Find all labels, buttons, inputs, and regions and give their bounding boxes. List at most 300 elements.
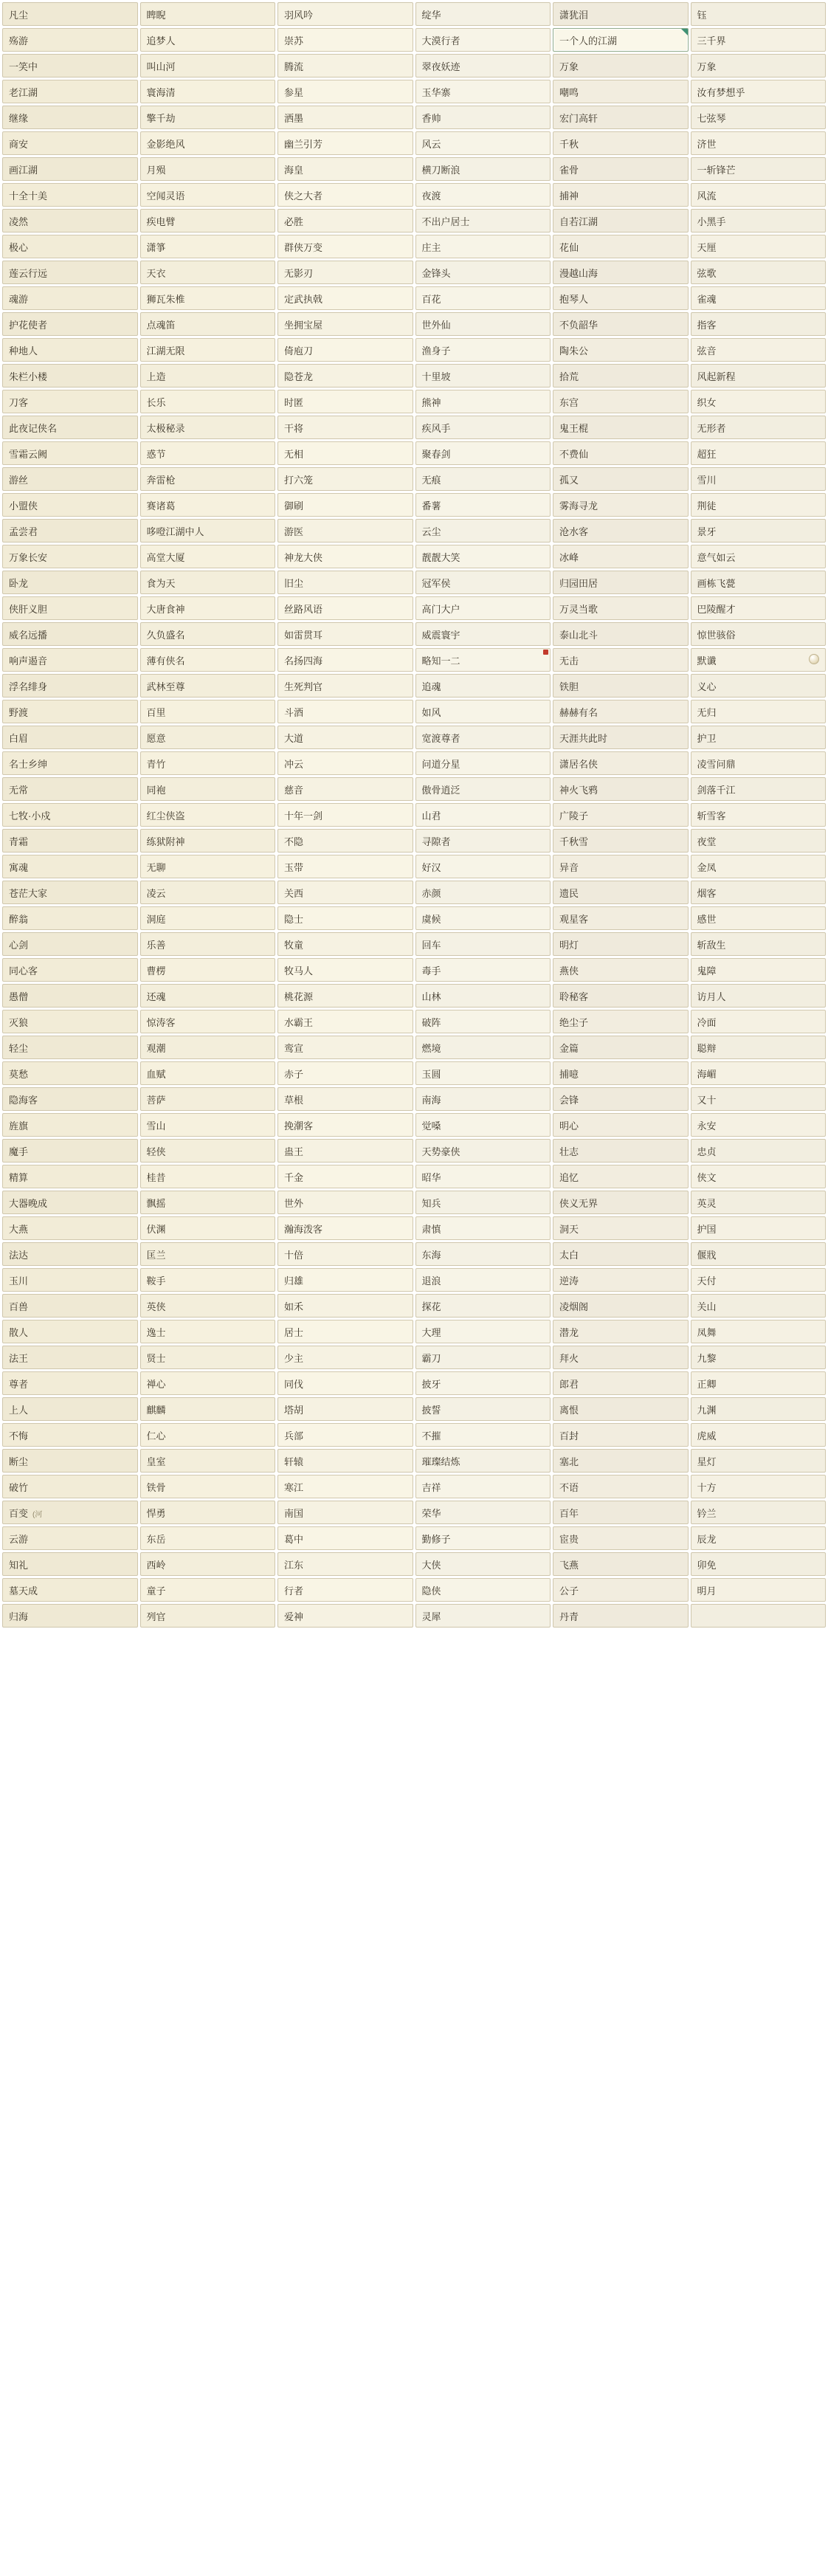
name-cell[interactable]: 塞北	[553, 1449, 689, 1473]
name-cell[interactable]: 雪山	[140, 1113, 276, 1137]
name-cell[interactable]: 万灵当歌	[553, 596, 689, 620]
name-cell[interactable]: 无痕	[415, 467, 551, 491]
name-cell[interactable]: 赤子	[277, 1061, 413, 1085]
name-cell[interactable]: 大器晚成	[2, 1191, 138, 1214]
name-cell[interactable]: 关山	[691, 1294, 827, 1318]
name-cell[interactable]: 爱神	[277, 1604, 413, 1628]
name-cell[interactable]: 必胜	[277, 209, 413, 233]
name-cell[interactable]: 轩辕	[277, 1449, 413, 1473]
name-cell[interactable]: 宏门高轩	[553, 106, 689, 129]
name-cell[interactable]: 十全十美	[2, 183, 138, 207]
name-cell[interactable]: 飘摇	[140, 1191, 276, 1214]
name-cell[interactable]: 长乐	[140, 390, 276, 413]
name-cell[interactable]: 剑落千江	[691, 777, 827, 801]
name-cell[interactable]: 隐苍龙	[277, 364, 413, 388]
name-cell[interactable]: 上人	[2, 1397, 138, 1421]
name-cell[interactable]: 绝尘子	[553, 1010, 689, 1033]
name-cell[interactable]: 云游	[2, 1526, 138, 1550]
name-cell[interactable]: 南国	[277, 1501, 413, 1524]
name-cell[interactable]: 兵部	[277, 1423, 413, 1447]
name-cell[interactable]: 金锋头	[415, 261, 551, 284]
name-cell[interactable]: 千秋雪	[553, 829, 689, 853]
name-cell[interactable]: 丹青	[553, 1604, 689, 1628]
name-cell[interactable]: 擎千劫	[140, 106, 276, 129]
name-cell[interactable]: 时匿	[277, 390, 413, 413]
name-cell[interactable]: 点魂笛	[140, 312, 276, 336]
name-cell[interactable]: 感世	[691, 906, 827, 930]
name-cell[interactable]: 九渊	[691, 1397, 827, 1421]
name-cell[interactable]: 燃境	[415, 1036, 551, 1059]
name-cell[interactable]: 继缘	[2, 106, 138, 129]
name-cell[interactable]: 血赋	[140, 1061, 276, 1085]
name-cell[interactable]: 大道	[277, 726, 413, 749]
name-cell[interactable]: 金影绝风	[140, 131, 276, 155]
name-cell[interactable]: 嘲鸣	[553, 80, 689, 103]
name-cell[interactable]: 愚僧	[2, 984, 138, 1008]
name-cell[interactable]: 觉嗓	[415, 1113, 551, 1137]
name-cell[interactable]: 无形者	[691, 416, 827, 439]
name-cell[interactable]: 响声遏音	[2, 648, 138, 672]
name-cell[interactable]: 钤兰	[691, 1501, 827, 1524]
name-cell[interactable]: 辰龙	[691, 1526, 827, 1550]
name-cell[interactable]: 关西	[277, 881, 413, 904]
name-cell[interactable]: 退浪	[415, 1268, 551, 1292]
name-cell[interactable]: 寓魂	[2, 855, 138, 878]
name-cell[interactable]: 寻隙者	[415, 829, 551, 853]
name-cell[interactable]: 郎君	[553, 1371, 689, 1395]
name-cell[interactable]: 金篇	[553, 1036, 689, 1059]
name-cell[interactable]: 潇箏	[140, 235, 276, 258]
name-cell[interactable]: 天涯共此时	[553, 726, 689, 749]
name-cell[interactable]: 伏渊	[140, 1216, 276, 1240]
name-cell[interactable]: 雪川	[691, 467, 827, 491]
name-cell[interactable]: 凡尘	[2, 2, 138, 26]
name-cell[interactable]: 破阵	[415, 1010, 551, 1033]
name-cell[interactable]: 草根	[277, 1087, 413, 1111]
name-cell[interactable]: 如雷贯耳	[277, 622, 413, 646]
name-cell[interactable]: 尊者	[2, 1371, 138, 1395]
name-cell[interactable]: 捕神	[553, 183, 689, 207]
name-cell[interactable]: 天付	[691, 1268, 827, 1292]
name-cell[interactable]: 童子	[140, 1578, 276, 1602]
name-cell[interactable]: 英侠	[140, 1294, 276, 1318]
name-cell[interactable]: 老江湖	[2, 80, 138, 103]
name-cell[interactable]: 浮名绯身	[2, 674, 138, 698]
name-cell[interactable]: 红尘侠盗	[140, 803, 276, 827]
name-cell[interactable]: 略知一二	[415, 648, 551, 672]
name-cell[interactable]: 殇游	[2, 28, 138, 52]
name-cell[interactable]: 海皇	[277, 157, 413, 181]
name-cell[interactable]: 探花	[415, 1294, 551, 1318]
name-cell[interactable]: 朱栏小楼	[2, 364, 138, 388]
name-cell[interactable]: 勤修子	[415, 1526, 551, 1550]
name-cell[interactable]: 瀚海泼客	[277, 1216, 413, 1240]
name-cell[interactable]: 青霜	[2, 829, 138, 853]
name-cell[interactable]: 倚庖刀	[277, 338, 413, 362]
name-cell[interactable]: 鞍手	[140, 1268, 276, 1292]
name-cell[interactable]: 护花使者	[2, 312, 138, 336]
name-cell[interactable]: 练狱附神	[140, 829, 276, 853]
name-cell[interactable]: 斩敌生	[691, 932, 827, 956]
name-cell[interactable]: 禅心	[140, 1371, 276, 1395]
name-cell[interactable]: 久负盛名	[140, 622, 276, 646]
name-cell[interactable]: 钰	[691, 2, 827, 26]
name-cell[interactable]: 断尘	[2, 1449, 138, 1473]
name-cell[interactable]: 惑节	[140, 441, 276, 465]
name-cell[interactable]: 卯免	[691, 1552, 827, 1576]
name-cell[interactable]: 逸士	[140, 1320, 276, 1343]
name-cell[interactable]: 义心	[691, 674, 827, 698]
name-cell[interactable]: 一笑中	[2, 54, 138, 78]
name-cell[interactable]: 明灯	[553, 932, 689, 956]
name-cell[interactable]: 永安	[691, 1113, 827, 1137]
name-cell[interactable]: 肃慎	[415, 1216, 551, 1240]
name-cell[interactable]: 潇居名侠	[553, 751, 689, 775]
name-cell[interactable]: 知兵	[415, 1191, 551, 1214]
name-cell[interactable]: 万象	[553, 54, 689, 78]
name-cell[interactable]: 冷面	[691, 1010, 827, 1033]
name-cell[interactable]: 轻尘	[2, 1036, 138, 1059]
name-cell[interactable]: 风云	[415, 131, 551, 155]
name-cell[interactable]: 指客	[691, 312, 827, 336]
name-cell[interactable]: 丝路风语	[277, 596, 413, 620]
name-cell[interactable]: 群侠万变	[277, 235, 413, 258]
name-cell[interactable]: 凌云	[140, 881, 276, 904]
name-cell[interactable]: 毒手	[415, 958, 551, 982]
name-cell[interactable]: 苍茫大家	[2, 881, 138, 904]
name-cell[interactable]: 此夜记侠名	[2, 416, 138, 439]
name-cell[interactable]: 一斩锋芒	[691, 157, 827, 181]
name-cell[interactable]: 大漠行者	[415, 28, 551, 52]
name-cell[interactable]: 雾海寻龙	[553, 493, 689, 517]
name-cell[interactable]: 鸾宣	[277, 1036, 413, 1059]
name-cell[interactable]: 万象	[691, 54, 827, 78]
name-cell[interactable]: 无聊	[140, 855, 276, 878]
name-cell[interactable]: 大理	[415, 1320, 551, 1343]
name-cell[interactable]: 薄有侠名	[140, 648, 276, 672]
name-cell[interactable]: 醉翁	[2, 906, 138, 930]
name-cell[interactable]: 绽华	[415, 2, 551, 26]
name-cell[interactable]: 弦歌	[691, 261, 827, 284]
name-cell[interactable]: 七牧·小戍	[2, 803, 138, 827]
name-cell[interactable]: 海嵋	[691, 1061, 827, 1085]
name-cell[interactable]: 虎威	[691, 1423, 827, 1447]
name-cell[interactable]: 侠义无界	[553, 1191, 689, 1214]
name-cell[interactable]: 观星客	[553, 906, 689, 930]
name-cell[interactable]: 塔胡	[277, 1397, 413, 1421]
name-cell[interactable]: 水霸王	[277, 1010, 413, 1033]
name-cell[interactable]: 百兽	[2, 1294, 138, 1318]
name-cell[interactable]: 赤颜	[415, 881, 551, 904]
name-cell[interactable]: 魂游	[2, 286, 138, 310]
name-cell[interactable]: 夜渡	[415, 183, 551, 207]
name-cell[interactable]: 不摧	[415, 1423, 551, 1447]
name-cell[interactable]: 观潮	[140, 1036, 276, 1059]
name-cell[interactable]: 列官	[140, 1604, 276, 1628]
name-cell[interactable]: 游丝	[2, 467, 138, 491]
name-cell[interactable]: 广陵子	[553, 803, 689, 827]
name-cell[interactable]: 御刷	[277, 493, 413, 517]
name-cell[interactable]: 明心	[553, 1113, 689, 1137]
name-cell[interactable]: 十年一剑	[277, 803, 413, 827]
name-cell[interactable]: 熊神	[415, 390, 551, 413]
name-cell-selected[interactable]: 一个人的江湖	[553, 28, 689, 52]
name-cell[interactable]: 金凤	[691, 855, 827, 878]
name-cell[interactable]: 聪辩	[691, 1036, 827, 1059]
name-cell[interactable]: 七弦琴	[691, 106, 827, 129]
name-cell[interactable]: 无归	[691, 700, 827, 723]
name-cell[interactable]: 归海	[2, 1604, 138, 1628]
name-cell[interactable]: 千金	[277, 1165, 413, 1188]
name-cell[interactable]: 行者	[277, 1578, 413, 1602]
name-cell[interactable]: 皇室	[140, 1449, 276, 1473]
name-cell[interactable]: 旧尘	[277, 571, 413, 594]
name-cell[interactable]: 百变 (河	[2, 1501, 138, 1524]
name-cell[interactable]: 玉圆	[415, 1061, 551, 1085]
name-cell[interactable]: 知礼	[2, 1552, 138, 1576]
name-cell[interactable]: 千秋	[553, 131, 689, 155]
name-cell[interactable]: 冲云	[277, 751, 413, 775]
name-cell[interactable]: 渔身子	[415, 338, 551, 362]
name-cell[interactable]: 十倍	[277, 1242, 413, 1266]
name-cell[interactable]: 景牙	[691, 519, 827, 543]
name-cell[interactable]: 赫赫有名	[553, 700, 689, 723]
name-cell[interactable]: 隐侠	[415, 1578, 551, 1602]
name-cell[interactable]: 汝有梦想乎	[691, 80, 827, 103]
name-cell[interactable]: 不语	[553, 1475, 689, 1498]
name-cell[interactable]: 莫愁	[2, 1061, 138, 1085]
name-cell[interactable]: 哆噔江湖中人	[140, 519, 276, 543]
name-cell[interactable]: 风起新程	[691, 364, 827, 388]
name-cell[interactable]: 画江湖	[2, 157, 138, 181]
name-cell[interactable]: 威震寰宇	[415, 622, 551, 646]
name-cell[interactable]: 同袍	[140, 777, 276, 801]
name-cell[interactable]: 鬼障	[691, 958, 827, 982]
name-cell[interactable]: 疾风手	[415, 416, 551, 439]
name-cell[interactable]: 侠之大者	[277, 183, 413, 207]
name-cell[interactable]: 隐士	[277, 906, 413, 930]
name-cell[interactable]: 访月人	[691, 984, 827, 1008]
name-cell[interactable]: 神龙大侠	[277, 545, 413, 568]
name-cell[interactable]: 名扬四海	[277, 648, 413, 672]
name-cell[interactable]: 威名远播	[2, 622, 138, 646]
name-cell[interactable]: 月殒	[140, 157, 276, 181]
name-cell[interactable]: 翠夜妖迹	[415, 54, 551, 78]
name-cell[interactable]: 幽兰引芳	[277, 131, 413, 155]
name-cell[interactable]: 雀魂	[691, 286, 827, 310]
name-cell[interactable]: 定武执戟	[277, 286, 413, 310]
name-cell[interactable]: 会锋	[553, 1087, 689, 1111]
name-cell[interactable]: 桂昔	[140, 1165, 276, 1188]
name-cell[interactable]: 十方	[691, 1475, 827, 1498]
name-cell[interactable]: 护国	[691, 1216, 827, 1240]
name-cell[interactable]: 山君	[415, 803, 551, 827]
name-cell[interactable]: 东海	[415, 1242, 551, 1266]
name-cell[interactable]: 法达	[2, 1242, 138, 1266]
name-cell[interactable]: 回车	[415, 932, 551, 956]
name-cell[interactable]: 西岭	[140, 1552, 276, 1576]
name-cell[interactable]: 冰峰	[553, 545, 689, 568]
name-cell[interactable]: 夜堂	[691, 829, 827, 853]
name-cell[interactable]: 傲骨逍泛	[415, 777, 551, 801]
name-cell[interactable]: 靓靓大笑	[415, 545, 551, 568]
name-cell[interactable]: 江东	[277, 1552, 413, 1576]
name-cell[interactable]: 披牙	[415, 1371, 551, 1395]
name-cell[interactable]: 庄主	[415, 235, 551, 258]
name-cell[interactable]: 十里坡	[415, 364, 551, 388]
name-cell[interactable]: 世外	[277, 1191, 413, 1214]
name-cell[interactable]: 宦贵	[553, 1526, 689, 1550]
name-cell[interactable]: 灭狼	[2, 1010, 138, 1033]
name-cell[interactable]: 追梦人	[140, 28, 276, 52]
name-cell[interactable]	[691, 1604, 827, 1628]
name-cell[interactable]: 叫山河	[140, 54, 276, 78]
name-cell[interactable]: 破竹	[2, 1475, 138, 1498]
name-cell[interactable]: 如风	[415, 700, 551, 723]
name-cell[interactable]: 寒江	[277, 1475, 413, 1498]
name-cell[interactable]: 护卫	[691, 726, 827, 749]
name-cell[interactable]: 高门大户	[415, 596, 551, 620]
name-cell[interactable]: 旌旗	[2, 1113, 138, 1137]
name-cell[interactable]: 昭华	[415, 1165, 551, 1188]
name-cell[interactable]: 孟尝君	[2, 519, 138, 543]
name-cell[interactable]: 斗酒	[277, 700, 413, 723]
name-cell[interactable]: 神火飞鸦	[553, 777, 689, 801]
name-cell[interactable]: 不费仙	[553, 441, 689, 465]
name-cell[interactable]: 东岳	[140, 1526, 276, 1550]
name-cell[interactable]: 吉祥	[415, 1475, 551, 1498]
name-cell[interactable]: 花仙	[553, 235, 689, 258]
name-cell[interactable]: 大唐食神	[140, 596, 276, 620]
name-cell[interactable]: 武林至尊	[140, 674, 276, 698]
name-cell[interactable]: 归雄	[277, 1268, 413, 1292]
name-cell[interactable]: 愿意	[140, 726, 276, 749]
name-cell[interactable]: 抱琴人	[553, 286, 689, 310]
name-cell[interactable]: 荣华	[415, 1501, 551, 1524]
name-cell[interactable]: 画栋飞甍	[691, 571, 827, 594]
name-cell[interactable]: 羽风吟	[277, 2, 413, 26]
name-cell[interactable]: 崇苏	[277, 28, 413, 52]
name-cell[interactable]: 又十	[691, 1087, 827, 1111]
name-cell[interactable]: 太极秘录	[140, 416, 276, 439]
name-cell[interactable]: 东宫	[553, 390, 689, 413]
name-cell[interactable]: 轻侠	[140, 1139, 276, 1163]
name-cell[interactable]: 百封	[553, 1423, 689, 1447]
name-cell[interactable]: 织女	[691, 390, 827, 413]
name-cell[interactable]: 横刀断浪	[415, 157, 551, 181]
name-cell[interactable]: 默谶	[691, 648, 827, 672]
name-cell[interactable]: 万象长安	[2, 545, 138, 568]
name-cell[interactable]: 寰海清	[140, 80, 276, 103]
name-cell[interactable]: 散人	[2, 1320, 138, 1343]
name-cell[interactable]: 超狂	[691, 441, 827, 465]
name-cell[interactable]: 追魂	[415, 674, 551, 698]
name-cell[interactable]: 同心客	[2, 958, 138, 982]
name-cell[interactable]: 如禾	[277, 1294, 413, 1318]
name-cell[interactable]: 太白	[553, 1242, 689, 1266]
name-cell[interactable]: 好汉	[415, 855, 551, 878]
name-cell[interactable]: 雪霜云阙	[2, 441, 138, 465]
name-cell[interactable]: 聚春剑	[415, 441, 551, 465]
name-cell[interactable]: 逆涛	[553, 1268, 689, 1292]
name-cell[interactable]: 少主	[277, 1346, 413, 1369]
name-cell[interactable]: 宽渡尊者	[415, 726, 551, 749]
name-cell[interactable]: 斩雪客	[691, 803, 827, 827]
name-cell[interactable]: 洞庭	[140, 906, 276, 930]
name-cell[interactable]: 侠肝义胆	[2, 596, 138, 620]
name-cell[interactable]: 上造	[140, 364, 276, 388]
name-cell[interactable]: 江湖无限	[140, 338, 276, 362]
name-cell[interactable]: 凌雪问鼎	[691, 751, 827, 775]
name-cell[interactable]: 星灯	[691, 1449, 827, 1473]
name-cell[interactable]: 烟客	[691, 881, 827, 904]
name-cell[interactable]: 冠军侯	[415, 571, 551, 594]
name-cell[interactable]: 孤又	[553, 467, 689, 491]
name-cell[interactable]: 不隐	[277, 829, 413, 853]
name-cell[interactable]: 莲云行远	[2, 261, 138, 284]
name-cell[interactable]: 忠贞	[691, 1139, 827, 1163]
name-cell[interactable]: 不负韶华	[553, 312, 689, 336]
name-cell[interactable]: 潜龙	[553, 1320, 689, 1343]
name-cell[interactable]: 飞燕	[553, 1552, 689, 1576]
name-cell[interactable]: 悍勇	[140, 1501, 276, 1524]
name-cell[interactable]: 白眉	[2, 726, 138, 749]
name-cell[interactable]: 还魂	[140, 984, 276, 1008]
name-cell[interactable]: 百里	[140, 700, 276, 723]
name-cell[interactable]: 洒墨	[277, 106, 413, 129]
name-cell[interactable]: 捕噫	[553, 1061, 689, 1085]
name-cell[interactable]: 偃戕	[691, 1242, 827, 1266]
name-cell[interactable]: 菩萨	[140, 1087, 276, 1111]
name-cell[interactable]: 燕侠	[553, 958, 689, 982]
name-cell[interactable]: 霸刀	[415, 1346, 551, 1369]
name-cell[interactable]: 不出户居士	[415, 209, 551, 233]
name-cell[interactable]: 不悔	[2, 1423, 138, 1447]
name-cell[interactable]: 泰山北斗	[553, 622, 689, 646]
name-cell[interactable]: 九黎	[691, 1346, 827, 1369]
name-cell[interactable]: 香帅	[415, 106, 551, 129]
name-cell[interactable]: 正卿	[691, 1371, 827, 1395]
name-cell[interactable]: 披誓	[415, 1397, 551, 1421]
name-cell[interactable]: 干将	[277, 416, 413, 439]
name-cell[interactable]: 慈音	[277, 777, 413, 801]
name-cell[interactable]: 生死判官	[277, 674, 413, 698]
name-cell[interactable]: 沧水客	[553, 519, 689, 543]
name-cell[interactable]: 拾荒	[553, 364, 689, 388]
name-cell[interactable]: 明月	[691, 1578, 827, 1602]
name-cell[interactable]: 葛中	[277, 1526, 413, 1550]
name-cell[interactable]: 英灵	[691, 1191, 827, 1214]
name-cell[interactable]: 雀骨	[553, 157, 689, 181]
name-cell[interactable]: 自若江湖	[553, 209, 689, 233]
name-cell[interactable]: 青竹	[140, 751, 276, 775]
name-cell[interactable]: 无影刃	[277, 261, 413, 284]
name-cell[interactable]: 桃花源	[277, 984, 413, 1008]
name-cell[interactable]: 追忆	[553, 1165, 689, 1188]
name-cell[interactable]: 巴陵醒才	[691, 596, 827, 620]
name-cell[interactable]: 小盟侠	[2, 493, 138, 517]
name-cell[interactable]: 陶朱公	[553, 338, 689, 362]
name-cell[interactable]: 凌烟阁	[553, 1294, 689, 1318]
name-cell[interactable]: 坐拥宝屋	[277, 312, 413, 336]
name-cell[interactable]: 聆秘客	[553, 984, 689, 1008]
name-cell[interactable]: 野渡	[2, 700, 138, 723]
name-cell[interactable]: 风流	[691, 183, 827, 207]
name-cell[interactable]: 三千界	[691, 28, 827, 52]
name-cell[interactable]: 食为天	[140, 571, 276, 594]
name-cell[interactable]: 名士乡绅	[2, 751, 138, 775]
name-cell[interactable]: 漫越山海	[553, 261, 689, 284]
